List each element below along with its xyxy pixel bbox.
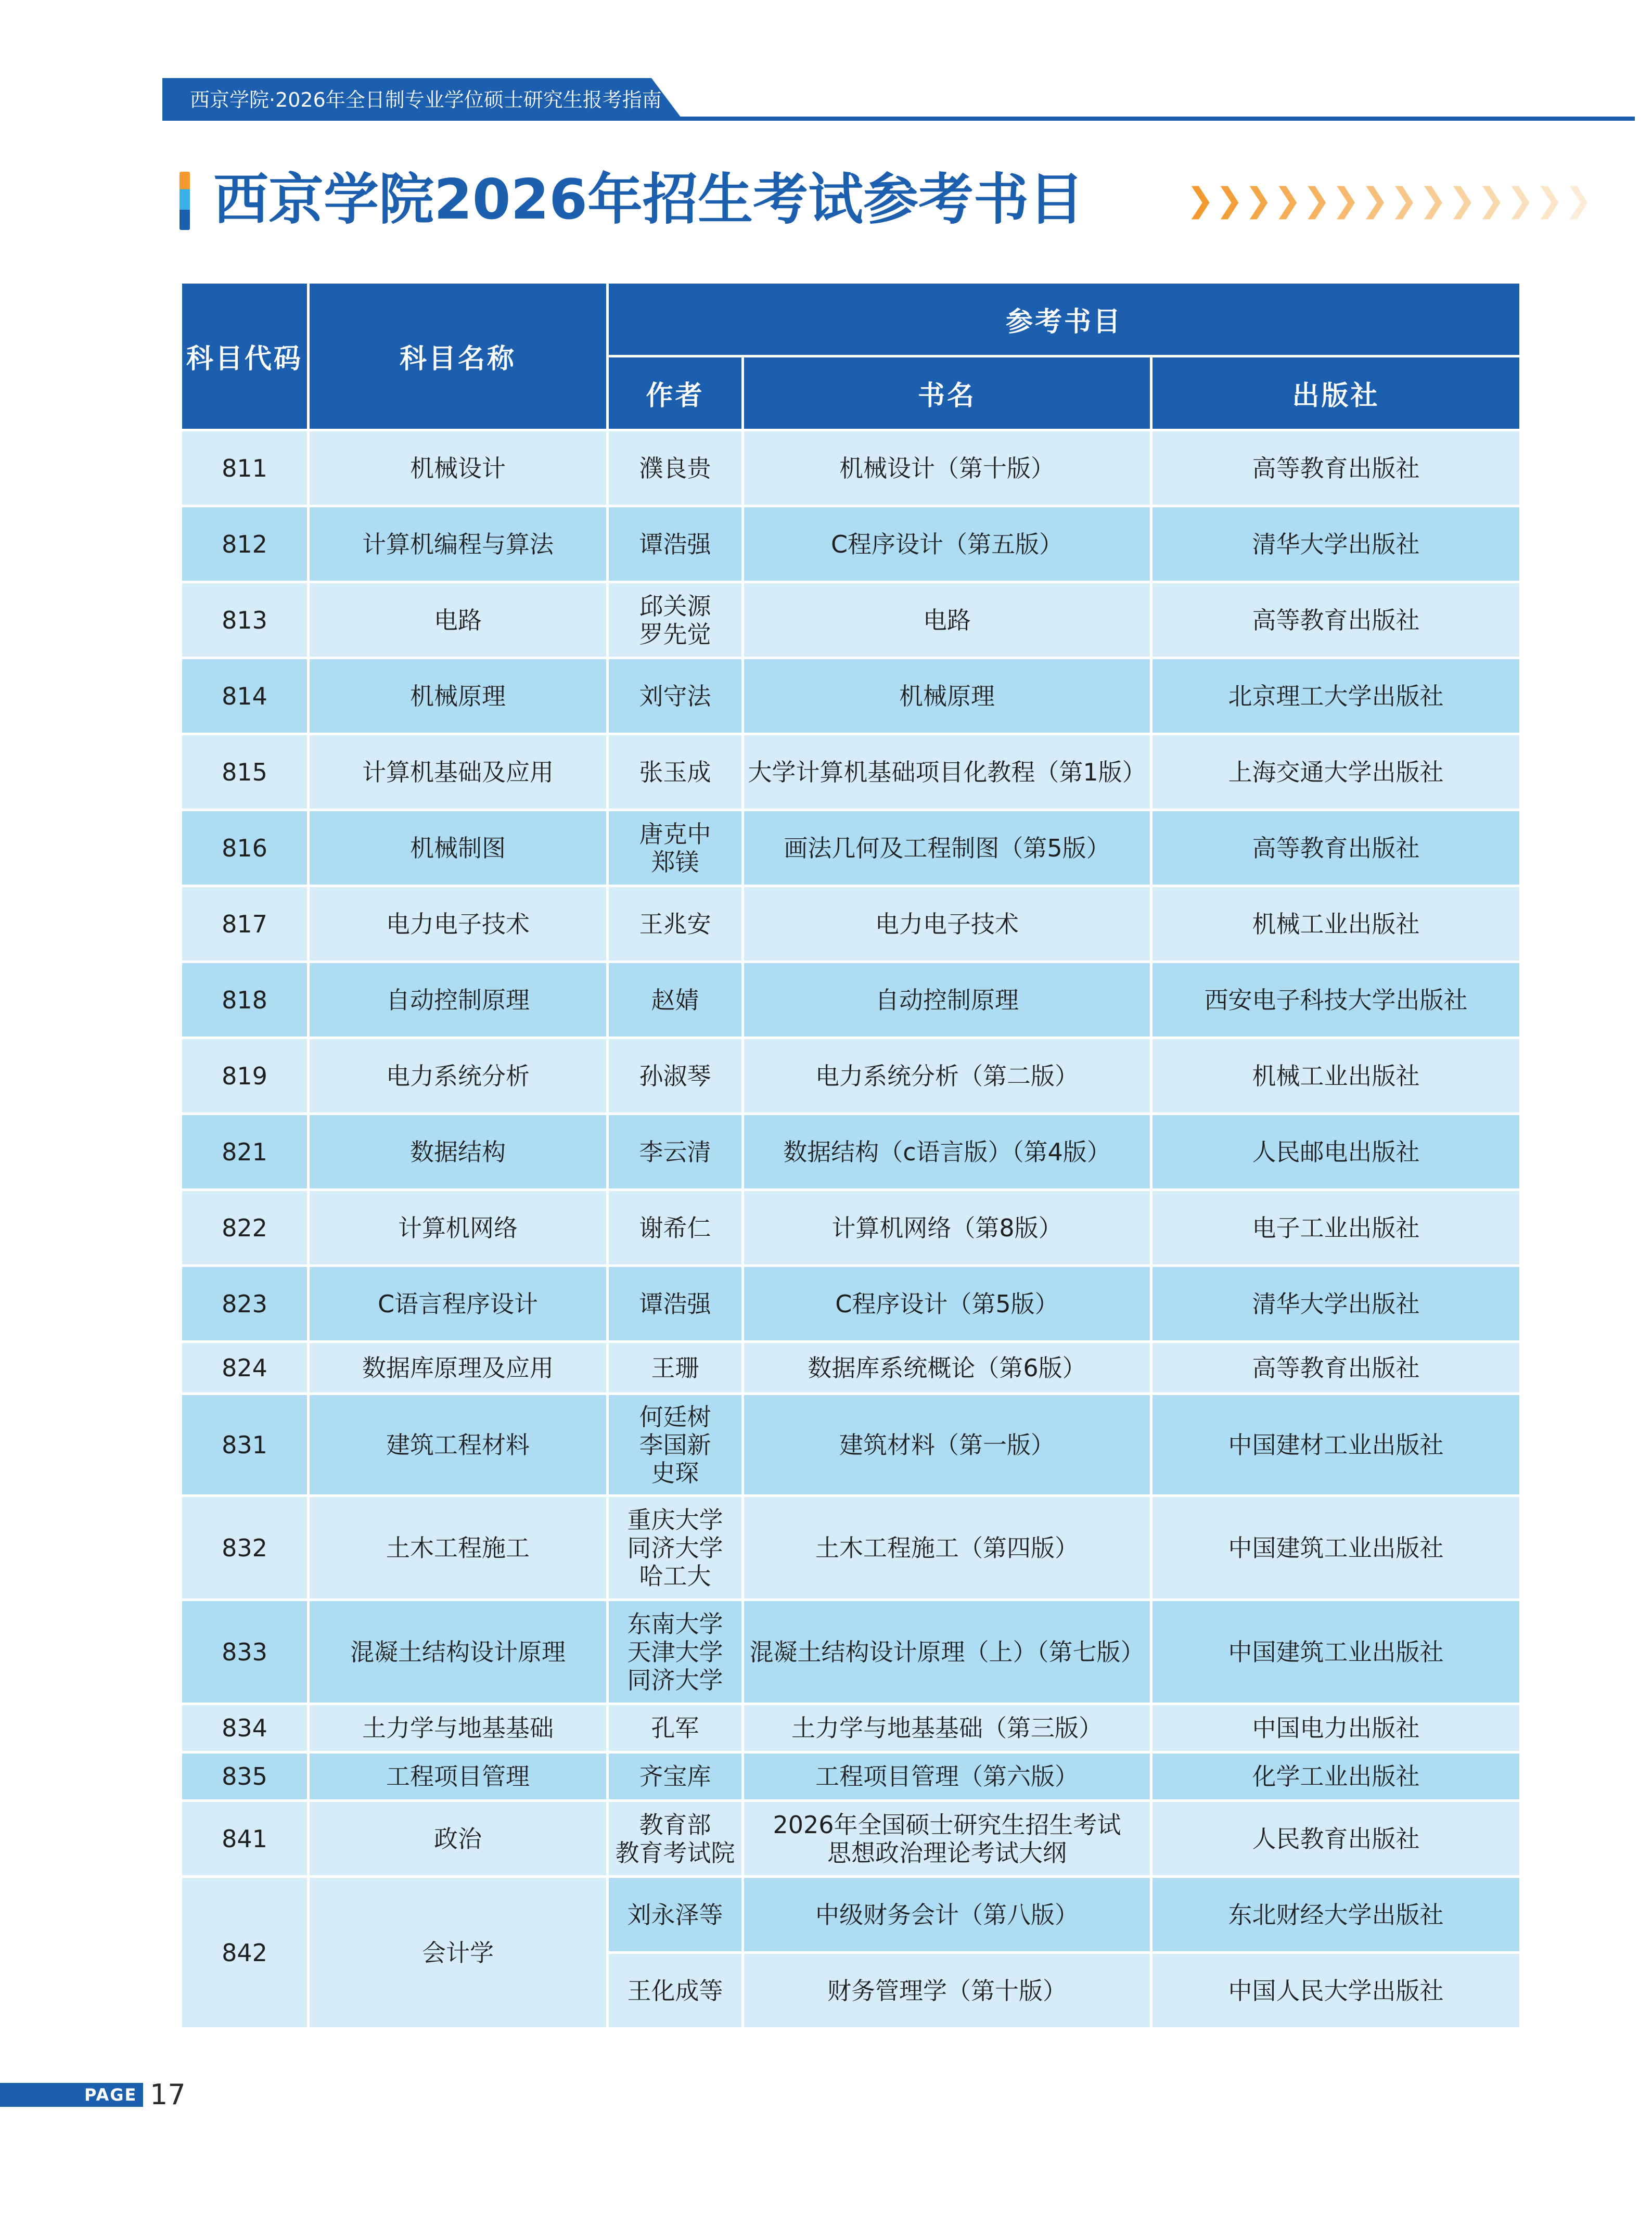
table-row (181, 582, 1521, 658)
subject-code-cell: 841 (181, 1801, 309, 1877)
chevron-icon: ❯ (1215, 181, 1238, 220)
page-label: PAGE (84, 2085, 137, 2105)
book-title-cell: 中级财务会计（第八版） (743, 1877, 1151, 1953)
book-title-cell: 计算机网络（第8版） (743, 1190, 1151, 1266)
table-row (181, 658, 1521, 734)
author-cell: 王化成等 (608, 1953, 743, 2029)
publisher-cell: 中国建筑工业出版社 (1151, 1600, 1521, 1704)
subject-name-cell: 混凝土结构设计原理 (309, 1600, 608, 1704)
book-title-cell: 电力电子技术 (743, 886, 1151, 962)
subject-name-cell: 工程项目管理 (309, 1752, 608, 1801)
publisher-cell: 人民邮电出版社 (1151, 1114, 1521, 1190)
author-cell: 齐宝库 (608, 1752, 743, 1801)
page-number: 17 (150, 2078, 186, 2111)
table-row (181, 1266, 1521, 1342)
book-title-cell: 电路 (743, 582, 1151, 658)
author-cell: 谭浩强 (608, 1266, 743, 1342)
subject-name-cell: 机械制图 (309, 810, 608, 886)
author-cell: 濮良贵 (608, 430, 743, 506)
subject-code-cell: 821 (181, 1114, 309, 1190)
author-cell: 谢希仁 (608, 1190, 743, 1266)
table-body (181, 430, 1521, 2029)
table-row (181, 1600, 1521, 1704)
chevron-icon: ❯ (1273, 181, 1297, 220)
chevron-icon: ❯ (1390, 181, 1413, 220)
subject-code-cell: 832 (181, 1496, 309, 1600)
subject-code-cell: 835 (181, 1752, 309, 1801)
table-row (181, 1114, 1521, 1190)
reference-books-table (180, 281, 1522, 2030)
subject-code-cell: 834 (181, 1704, 309, 1752)
title-chevrons (1186, 180, 1587, 221)
subject-name-cell: 建筑工程材料 (309, 1394, 608, 1496)
header-rule (162, 117, 1635, 121)
subject-code-cell: 814 (181, 658, 309, 734)
subject-name-cell: 自动控制原理 (309, 962, 608, 1038)
header-reference-books: 参考书目 (608, 283, 1521, 356)
chevron-icon: ❯ (1477, 181, 1500, 220)
publisher-cell: 化学工业出版社 (1151, 1752, 1521, 1801)
subject-name-cell: 计算机网络 (309, 1190, 608, 1266)
header-book-title: 书名 (743, 356, 1151, 430)
author-cell: 唐克中 郑镁 (608, 810, 743, 886)
author-cell: 谭浩强 (608, 506, 743, 582)
header-subject-code: 科目代码 (181, 283, 309, 430)
chevron-icon: ❯ (1535, 181, 1558, 220)
author-cell: 李云清 (608, 1114, 743, 1190)
publisher-cell: 清华大学出版社 (1151, 1266, 1521, 1342)
subject-name-cell: 电力电子技术 (309, 886, 608, 962)
chevron-icon: ❯ (1331, 181, 1355, 220)
table-row (181, 810, 1521, 886)
table-row (181, 1190, 1521, 1266)
book-title-cell: 自动控制原理 (743, 962, 1151, 1038)
subject-code-cell: 811 (181, 430, 309, 506)
subject-code-cell: 823 (181, 1266, 309, 1342)
publisher-cell: 机械工业出版社 (1151, 1038, 1521, 1114)
table-row (181, 1752, 1521, 1801)
publisher-cell: 西安电子科技大学出版社 (1151, 962, 1521, 1038)
table-row (181, 734, 1521, 810)
subject-name-cell: 数据库原理及应用 (309, 1342, 608, 1394)
author-cell: 孔军 (608, 1704, 743, 1752)
subject-code-cell: 813 (181, 582, 309, 658)
publisher-cell: 北京理工大学出版社 (1151, 658, 1521, 734)
publisher-cell: 电子工业出版社 (1151, 1190, 1521, 1266)
page-title: 西京学院2026年招生考试参考书目 (213, 168, 1084, 232)
author-cell: 刘永泽等 (608, 1877, 743, 1953)
table-header (181, 283, 1521, 430)
publisher-cell: 中国电力出版社 (1151, 1704, 1521, 1752)
book-title-cell: 机械设计（第十版） (743, 430, 1151, 506)
subject-code-cell: 817 (181, 886, 309, 962)
header-author: 作者 (608, 356, 743, 430)
subject-code-cell: 842 (181, 1877, 309, 2029)
subject-code-cell: 833 (181, 1600, 309, 1704)
author-cell: 王珊 (608, 1342, 743, 1394)
subject-name-cell: C语言程序设计 (309, 1266, 608, 1342)
author-cell: 张玉成 (608, 734, 743, 810)
book-title-cell: C程序设计（第五版） (743, 506, 1151, 582)
table-row (181, 1038, 1521, 1114)
author-cell: 孙淑琴 (608, 1038, 743, 1114)
book-title-cell: 画法几何及工程制图（第5版） (743, 810, 1151, 886)
author-cell: 重庆大学 同济大学 哈工大 (608, 1496, 743, 1600)
book-title-cell: 财务管理学（第十版） (743, 1953, 1151, 2029)
chevron-icon: ❯ (1506, 181, 1529, 220)
subject-name-cell: 土木工程施工 (309, 1496, 608, 1600)
subject-name-cell: 电路 (309, 582, 608, 658)
subject-name-cell: 计算机编程与算法 (309, 506, 608, 582)
table-row (181, 430, 1521, 506)
subject-code-cell: 819 (181, 1038, 309, 1114)
author-cell: 邱关源 罗先觉 (608, 582, 743, 658)
author-cell: 教育部 教育考试院 (608, 1801, 743, 1877)
subject-name-cell: 会计学 (309, 1877, 608, 2029)
subject-code-cell: 818 (181, 962, 309, 1038)
table-row (181, 886, 1521, 962)
chevron-icon: ❯ (1186, 181, 1209, 220)
subject-code-cell: 822 (181, 1190, 309, 1266)
author-cell: 东南大学 天津大学 同济大学 (608, 1600, 743, 1704)
subject-name-cell: 机械原理 (309, 658, 608, 734)
chevron-icon: ❯ (1244, 181, 1267, 220)
book-title-cell: 机械原理 (743, 658, 1151, 734)
author-cell: 何廷树 李国新 史琛 (608, 1394, 743, 1496)
book-title-cell: 数据结构（c语言版）（第4版） (743, 1114, 1151, 1190)
book-title-cell: 混凝土结构设计原理（上）（第七版） (743, 1600, 1151, 1704)
chevron-icon: ❯ (1302, 181, 1326, 220)
book-title-cell: 电力系统分析（第二版） (743, 1038, 1151, 1114)
table-row (181, 506, 1521, 582)
author-cell: 刘守法 (608, 658, 743, 734)
table-row (181, 1394, 1521, 1496)
chevron-icon: ❯ (1448, 181, 1471, 220)
table-row (181, 1342, 1521, 1394)
header-text: 西京学院·2026年全日制专业学位硕士研究生报考指南 (190, 88, 662, 111)
chevron-icon: ❯ (1419, 181, 1442, 220)
chevron-icon: ❯ (1361, 181, 1384, 220)
publisher-cell: 中国人民大学出版社 (1151, 1953, 1521, 2029)
chevron-icon: ❯ (1564, 181, 1587, 220)
subject-name-cell: 数据结构 (309, 1114, 608, 1190)
book-title-cell: 建筑材料（第一版） (743, 1394, 1151, 1496)
subject-code-cell: 831 (181, 1394, 309, 1496)
table-row (181, 962, 1521, 1038)
publisher-cell: 中国建筑工业出版社 (1151, 1496, 1521, 1600)
publisher-cell: 机械工业出版社 (1151, 886, 1521, 962)
publisher-cell: 中国建材工业出版社 (1151, 1394, 1521, 1496)
title-accent-bar (180, 172, 190, 230)
subject-name-cell: 机械设计 (309, 430, 608, 506)
publisher-cell: 清华大学出版社 (1151, 506, 1521, 582)
subject-code-cell: 815 (181, 734, 309, 810)
author-cell: 王兆安 (608, 886, 743, 962)
book-title-cell: 数据库系统概论（第6版） (743, 1342, 1151, 1394)
subject-name-cell: 政治 (309, 1801, 608, 1877)
publisher-cell: 人民教育出版社 (1151, 1801, 1521, 1877)
subject-code-cell: 812 (181, 506, 309, 582)
book-title-cell: 大学计算机基础项目化教程（第1版） (743, 734, 1151, 810)
book-title-cell: 工程项目管理（第六版） (743, 1752, 1151, 1801)
header-subject-name: 科目名称 (309, 283, 608, 430)
publisher-cell: 高等教育出版社 (1151, 810, 1521, 886)
header-publisher: 出版社 (1151, 356, 1521, 430)
subject-name-cell: 电力系统分析 (309, 1038, 608, 1114)
book-title-cell: 土力学与地基基础（第三版） (743, 1704, 1151, 1752)
publisher-cell: 东北财经大学出版社 (1151, 1877, 1521, 1953)
book-title-cell: 土木工程施工（第四版） (743, 1496, 1151, 1600)
book-title-cell: C程序设计（第5版） (743, 1266, 1151, 1342)
publisher-cell: 高等教育出版社 (1151, 582, 1521, 658)
table-row (181, 1704, 1521, 1752)
subject-code-cell: 824 (181, 1342, 309, 1394)
subject-code-cell: 816 (181, 810, 309, 886)
publisher-cell: 高等教育出版社 (1151, 430, 1521, 506)
book-title-cell: 2026年全国硕士研究生招生考试 思想政治理论考试大纲 (743, 1801, 1151, 1877)
author-cell: 赵婧 (608, 962, 743, 1038)
table-row (181, 1801, 1521, 1877)
subject-name-cell: 计算机基础及应用 (309, 734, 608, 810)
publisher-cell: 高等教育出版社 (1151, 1342, 1521, 1394)
table-row (181, 1496, 1521, 1600)
publisher-cell: 上海交通大学出版社 (1151, 734, 1521, 810)
subject-name-cell: 土力学与地基基础 (309, 1704, 608, 1752)
table-row (181, 1877, 1521, 1953)
